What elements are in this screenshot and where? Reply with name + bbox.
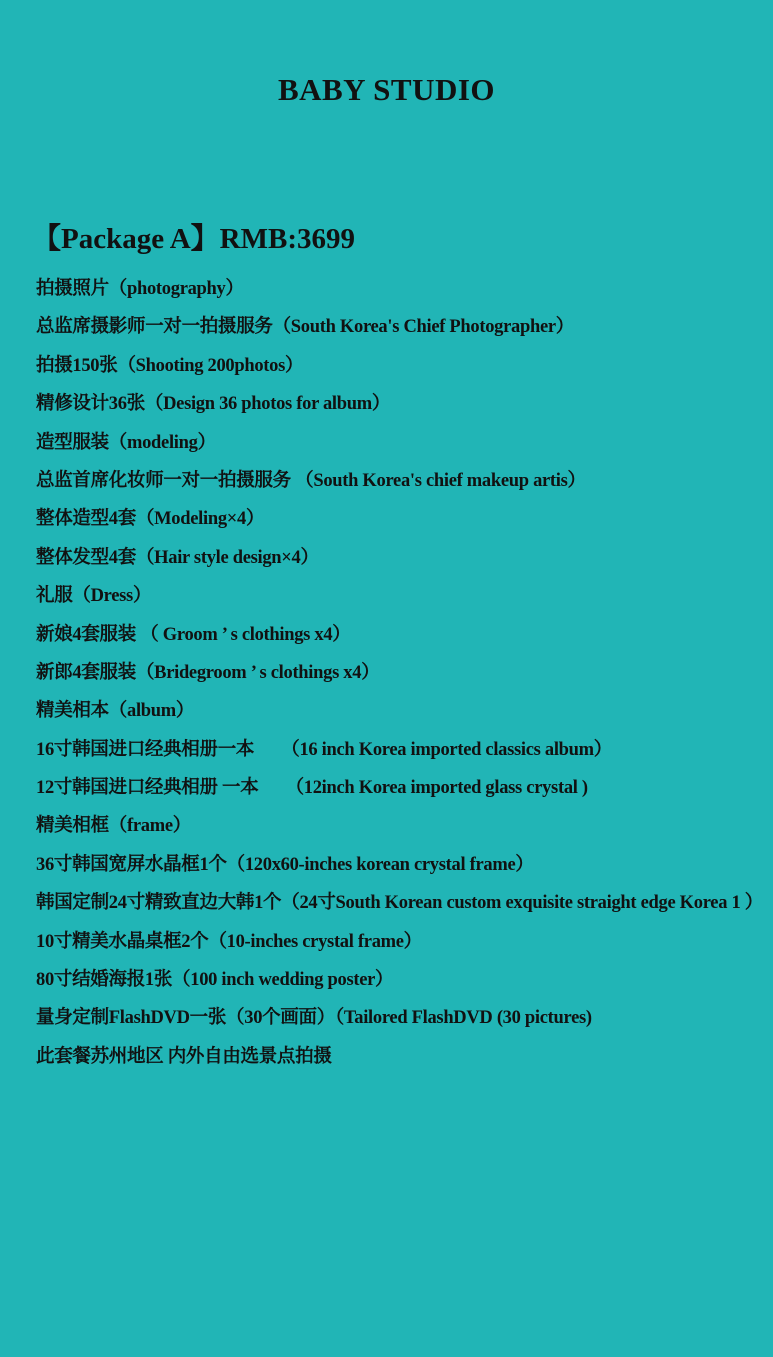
package-item-album: 精美相本（album） — [36, 701, 195, 722]
page-title: BABY STUDIO — [277, 72, 496, 107]
package-item-shooting-count: 拍摄150张（Shooting 200photos） — [36, 355, 304, 376]
package-heading: 【Package A】RMB:3699 — [32, 223, 355, 255]
package-item-16-inch-album: 16寸韩国进口经典相册一本 （16 inch Korea imported classics album） — [36, 739, 612, 760]
package-item-24-inch-frame: 韩国定制24寸精致直边大韩1个（24寸South Korean custom exquisite straight edge Korea 1 ） — [36, 893, 763, 914]
package-item-flash-dvd: 量身定制FlashDVD一张（30个画面）（Tailored FlashDVD (30 pictures) — [36, 1008, 592, 1029]
package-item-list — [36, 274, 763, 1080]
package-item-styling: 整体造型4套（Modeling×4） — [36, 509, 265, 530]
package-item-location-note: 此套餐苏州地区 内外自由选景点拍摄 — [36, 1046, 332, 1067]
package-item-makeup-artist: 总监首席化妆师一对一拍摄服务 （South Korea's chief makeup artis） — [36, 470, 586, 491]
package-item-photographer: 总监席摄影师一对一拍摄服务（South Korea's Chief Photographer） — [36, 317, 574, 338]
package-item-frame: 精美相框（frame） — [36, 816, 191, 837]
package-item-hair-style: 整体发型4套（Hair style design×4） — [36, 547, 319, 568]
package-item-10-inch-frame: 10寸精美水晶桌框2个（10-inches crystal frame） — [36, 931, 422, 952]
package-item-dress: 礼服（Dress） — [36, 586, 152, 607]
package-item-retouched-photos: 精修设计36张（Design 36 photos for album） — [36, 394, 391, 415]
package-item-bride-clothing: 新娘4套服装 （ Groom ’ s clothings x4） — [36, 624, 351, 645]
package-item-photography: 拍摄照片（photography） — [36, 279, 244, 299]
package-item-modeling: 造型服装（modeling） — [36, 432, 216, 453]
package-item-wedding-poster: 80寸结婚海报1张（100 inch wedding poster） — [36, 970, 394, 991]
package-item-groom-clothing: 新郎4套服装（Bridegroom ’ s clothings x4） — [36, 662, 380, 683]
package-item-12-inch-album: 12寸韩国进口经典相册 一本 （12inch Korea imported glass crystal ) — [36, 778, 588, 799]
package-item-36-inch-frame: 36寸韩国宽屏水晶框1个（120x60-inches korean crystal frame） — [36, 854, 534, 875]
